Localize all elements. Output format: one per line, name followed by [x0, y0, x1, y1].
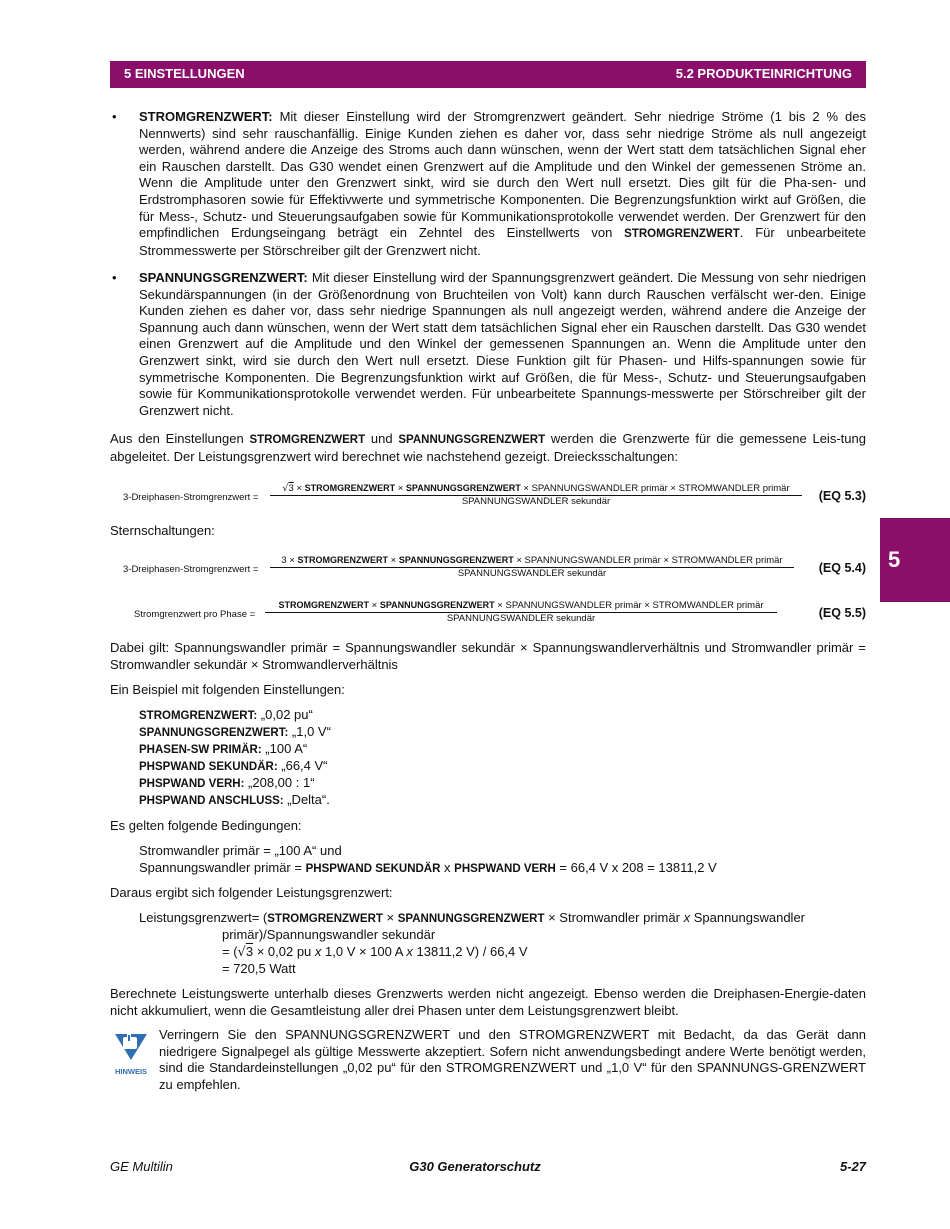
setting-row: PHSPWAND ANSCHLUSS: „Delta“.: [139, 792, 330, 807]
result-intro: Daraus ergibt sich folgender Leistungsgrenzwert:: [110, 885, 393, 900]
intro-paragraph: [110, 431, 866, 465]
intro-text: werden die Grenzwerte für die gemessene Leis-tung abgeleitet. Der Leistungsgrenzwert wird berechnet wie nachstehend gezeigt. Dreiecksschaltungen:: [110, 431, 866, 464]
equation-5-3: [110, 482, 866, 512]
bullet-dot: •: [112, 109, 117, 124]
setting-row: SPANNUNGSGRENZWERT: „1,0 V“: [139, 724, 331, 739]
equation-label: (EQ 5.5): [818, 606, 866, 620]
definition-paragraph: Dabei gilt: Spannungswandler primär = Spannungswandler sekundär × Spannungswandlerverhältnis und Stromwandler primär = Stromwandler sekundär × Stromwandlerverhältnis: [110, 640, 866, 672]
equation-lhs: Stromgrenzwert pro Phase =: [134, 609, 256, 620]
equation-numerator: STROMGRENZWERT × SPANNUNGSGRENZWERT × SPANNUNGSWANDLER primär × STROMWANDLER primär: [265, 599, 777, 613]
bullet-text: Mit dieser Einstellung wird der Stromgrenzwert geändert. Sehr niedrige Ströme (1 bis 2 % des Nennwerts) sind sehr rauschanfällig. Einige Kunden ziehen es daher vor, dass sehr niedrige Ströme als null angezeigt werden, während andere die Anzeige des Stroms auch dann wünschen, wenn der Wert statt dem tatsächlichen Signal eher ein Rauschen darstellt. Das G30 wendet einen Grenzwert auf die Amplitude und den Winkel der gemessenen Ströme an. Wenn die Amplitude unter den Grenzwert sinkt, wird sie durch den Wert null ersetzt. Dies gilt für die Pha-sen- und Erdstromphasoren sowie für Effektivwerte und symmetrische Komponenten. Die Begrenzungsfunktion wirkt auf Größen, die für Mess-, Schutz- und Steuerungsaufgaben sowie für Kommunikationsprotokolle verwendet werden. Der Grenzwert für den empfindlichen Erdungseingang beträgt ein Zehntel des Einstellwerts von: [139, 109, 866, 241]
equation-fraction: [270, 482, 802, 508]
hand-pointer-icon: [112, 1032, 150, 1062]
setting-row: PHSPWAND SEKUNDÄR: „66,4 V“: [139, 758, 328, 773]
section-header-bar: [110, 61, 866, 88]
equation-fraction: [270, 554, 794, 580]
setting-row: PHASEN-SW PRIMÄR: „100 A“: [139, 741, 308, 756]
bullet-stromgrenzwert: [110, 109, 866, 259]
equation-5-5: [110, 599, 866, 629]
chapter-side-tab: 5: [880, 518, 950, 602]
equation-label: (EQ 5.4): [818, 561, 866, 575]
example-intro: Ein Beispiel mit folgenden Einstellungen:: [110, 682, 345, 697]
setting-row: STROMGRENZWERT: „0,02 pu“: [139, 707, 313, 722]
equation-numerator: √3 × STROMGRENZWERT × SPANNUNGSGRENZWERT × SPANNUNGSWANDLER primär × STROMWANDLER primär: [270, 482, 802, 496]
conditions-intro: Es gelten folgende Bedingungen:: [110, 818, 302, 833]
condition-line-1: Stromwandler primär = „100 A“ und: [139, 843, 342, 858]
equation-denominator: SPANNUNGSWANDLER sekundär: [461, 496, 611, 507]
result-line-3: = (√3 × 0,02 pu x 1,0 V × 100 A x 13811,2 V) / 66,4 V: [222, 944, 528, 960]
equation-denominator: SPANNUNGSWANDLER sekundär: [457, 568, 607, 579]
bullet-spannungsgrenzwert: [110, 270, 866, 419]
bullet-term: STROMGRENZWERT:: [139, 109, 273, 124]
intro-text: Aus den Einstellungen: [110, 431, 244, 446]
example-settings-list: [139, 707, 739, 809]
equation-5-4: [110, 554, 866, 584]
note-icon-label: HINWEIS: [114, 1066, 148, 1076]
star-connection-label: Sternschaltungen:: [110, 523, 215, 538]
setting-row: PHSPWAND VERH: „208,00 : 1“: [139, 775, 315, 790]
bullet-term: SPANNUNGSGRENZWERT:: [139, 270, 308, 285]
closing-paragraph: Berechnete Leistungswerte unterhalb dieses Grenzwerts werden nicht angezeigt. Ebenso werden die Dreiphasen-Energie-daten nicht akkumuliert, wenn die Gesamtleistung aller drei Phasen unter dem Leistungsgrenzwert bleibt.: [110, 986, 866, 1018]
chapter-title: 5 EINSTELLUNGEN: [124, 66, 245, 82]
equation-label: (EQ 5.3): [818, 489, 866, 503]
intro-setting: STROMGRENZWERT: [249, 434, 366, 446]
result-line-2: primär)/Spannungswandler sekundär: [222, 927, 436, 942]
note-icon: [112, 1032, 150, 1076]
equation-lhs: 3-Dreiphasen-Stromgrenzwert =: [123, 564, 259, 575]
intro-setting: SPANNUNGSGRENZWERT: [398, 434, 546, 446]
equation-denominator: SPANNUNGSWANDLER sekundär: [446, 613, 596, 624]
equation-fraction: [265, 599, 777, 625]
condition-line-2: Spannungswandler primär = PHSPWAND SEKUNDÄR x PHSPWAND VERH = 66,4 V x 208 = 13811,2 V: [139, 860, 717, 875]
result-line-4: = 720,5 Watt: [222, 961, 296, 976]
bullet-tail: . Für unbearbeitete Strommesswerte per Störschreiber gilt der Grenzwert nicht.: [139, 225, 866, 258]
footer-left: GE Multilin: [110, 1159, 173, 1174]
section-title: 5.2 PRODUKTEINRICHTUNG: [675, 66, 852, 82]
equation-lhs: 3-Dreiphasen-Stromgrenzwert =: [123, 492, 259, 503]
intro-text: und: [370, 431, 393, 446]
note-text: Verringern Sie den SPANNUNGSGRENZWERT und den STROMGRENZWERT mit Bedacht, da das Gerät dann niedrigere Signalpegel als gültige Messwerte akzeptiert. Sofern nicht anwendungsbedingt andere Werte benötigt werden, sind die Standardeinstellungen „0,02 pu“ für den STROMGRENZWERT und „1,0 V“ für den SPANNUNGS-GRENZWERT zu empfehlen.: [159, 1027, 866, 1092]
page-number: 5-27: [839, 1159, 866, 1174]
footer-center: G30 Generatorschutz: [409, 1159, 541, 1174]
result-line-1: Leistungsgrenzwert= (STROMGRENZWERT × SPANNUNGSGRENZWERT × Stromwandler primär x Spannungswandler: [139, 910, 806, 925]
bullet-dot: •: [112, 270, 117, 285]
equation-numerator: 3 × STROMGRENZWERT × SPANNUNGSGRENZWERT × SPANNUNGSWANDLER primär × STROMWANDLER primär: [270, 554, 794, 568]
bullet-text: Mit dieser Einstellung wird der Spannungsgrenzwert geändert. Die Messung von sehr niedrigen Sekundärspannungen (in der Größenordnung von Bruchteilen von Volt) kann durch Rauschen verfälscht wer-den. Einige Kunden ziehen es daher vor, dass sehr niedrige Spannungen als null angezeigt werden, während andere die Anzeige der Spannung auch dann wünschen, wenn der Wert statt dem tatsächlichen Signal eher ein Rauschen darstellt. Das G30 wendet einen Grenzwert auf die Amplitude und den Winkel der gemessenen Spannungen an. Wenn die Amplitude unter den Grenzwert sinkt, wird sie durch den Wert null ersetzt. Diese Funktion gilt für Phasen- und Hilfs-spannungen sowie für symmetrische Komponenten. Die Begrenzungsfunktion wirkt auf Größen, die für Mess-, Schutz- und Steuerungsaufgaben sowie für Kommunikationsprotokolle verwendet werden. Für unbearbeitete Spannungs-messwerte per Störschreiber gilt der Grenzwert nicht.: [139, 270, 866, 418]
bullet-ref: STROMGRENZWERT: [624, 228, 740, 241]
